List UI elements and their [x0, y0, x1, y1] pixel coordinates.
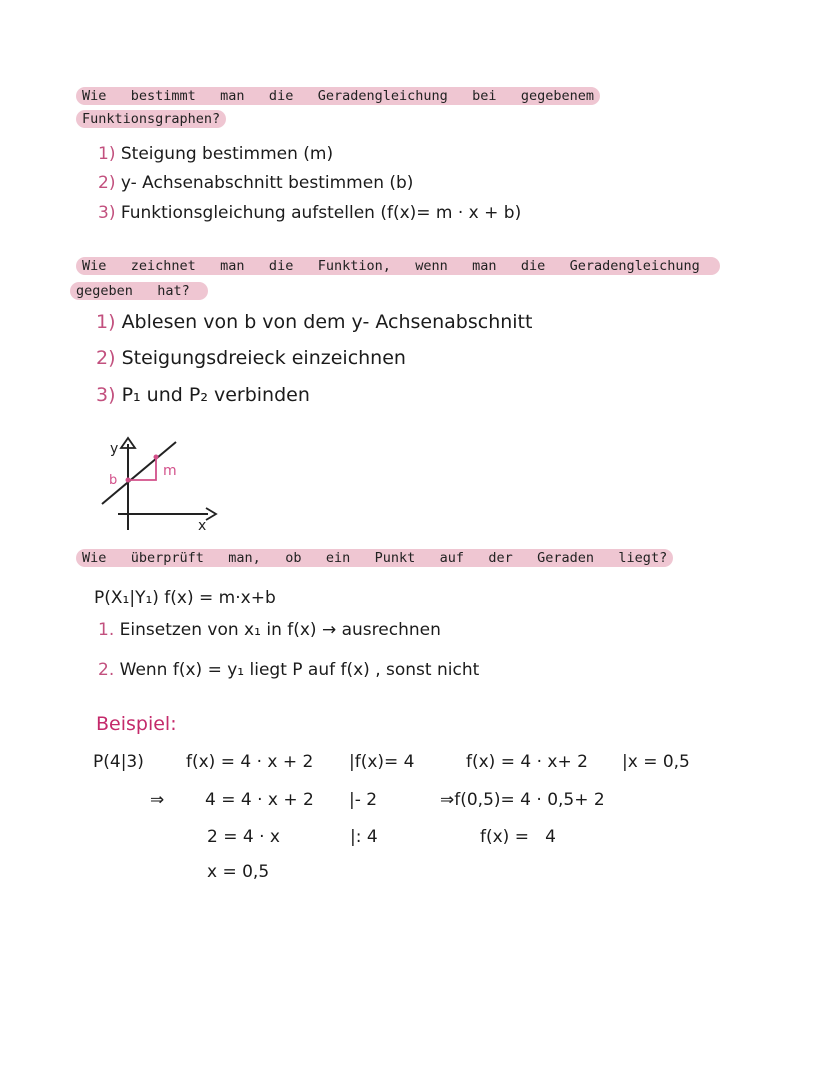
- x-axis-label: x: [198, 518, 207, 534]
- right-row2-equation: ⇒f(0,5)= 4 · 0,5+ 2: [440, 790, 605, 810]
- left-row3-equation: 2 = 4 · x: [207, 827, 280, 847]
- step-text: Funktionsgleichung aufstellen (f(x)= m · x + b): [120, 203, 522, 223]
- step-number: 1): [98, 144, 116, 164]
- step-number: 3): [96, 384, 116, 406]
- example-point: P(4|3): [93, 752, 144, 772]
- list-item: [98, 660, 479, 680]
- left-row2-equation: 4 = 4 · x + 2: [205, 790, 314, 810]
- step-text: y- Achsenabschnitt bestimmen (b): [120, 173, 414, 193]
- step-number: 3): [98, 203, 116, 223]
- left-row1-operation: |f(x)= 4: [349, 752, 415, 772]
- b-label: b: [109, 473, 118, 488]
- step-number: 1.: [98, 620, 115, 640]
- list-item: [98, 620, 441, 640]
- slope-triangle: [128, 457, 156, 480]
- step-number: 2): [98, 173, 116, 193]
- list-item: [96, 347, 406, 369]
- list-item: [96, 384, 310, 406]
- step-text: Einsetzen von x₁ in f(x) → ausrechnen: [119, 620, 441, 640]
- example-title: Beispiel:: [96, 713, 177, 735]
- list-item: [98, 144, 333, 164]
- list-item: [98, 203, 521, 223]
- y-intercept-point: [126, 478, 131, 483]
- second-point: [154, 455, 159, 460]
- step-text: Steigung bestimmen (m): [120, 144, 334, 164]
- step-number: 1): [96, 311, 116, 333]
- left-row2-operation: |- 2: [349, 790, 378, 810]
- right-row3-equation: f(x) = 4: [480, 827, 556, 847]
- point-formula: P(X₁|Y₁) f(x) = m·x+b: [94, 588, 276, 608]
- step-number: 2): [96, 347, 116, 369]
- step-text: P₁ und P₂ verbinden: [121, 384, 310, 406]
- question-1-line-2: Funktionsgraphen?: [76, 110, 226, 128]
- left-row3-operation: |: 4: [350, 827, 378, 847]
- line-graph-sketch: [90, 430, 240, 540]
- left-row1-equation: f(x) = 4 · x + 2: [186, 752, 314, 772]
- right-row1-operation: |x = 0,5: [622, 752, 690, 772]
- m-label: m: [163, 463, 177, 479]
- list-item: [98, 173, 413, 193]
- implies-arrow-icon: ⇒: [150, 790, 165, 810]
- right-row1-equation: f(x) = 4 · x+ 2: [466, 752, 588, 772]
- question-2-line-1: Wie zeichnet man die Funktion, wenn man die Geradengleichung: [76, 257, 720, 275]
- step-text: Steigungsdreieck einzeichnen: [121, 347, 406, 369]
- question-3: Wie überprüft man, ob ein Punkt auf der Geraden liegt?: [76, 549, 673, 567]
- list-item: [96, 311, 532, 333]
- question-2-line-2: gegeben hat?: [70, 282, 208, 300]
- y-axis-label: y: [110, 441, 119, 457]
- question-1-line-1: Wie bestimmt man die Geradengleichung bei gegebenem: [76, 87, 600, 105]
- left-row4-equation: x = 0,5: [207, 862, 270, 882]
- step-number: 2.: [98, 660, 115, 680]
- step-text: Wenn f(x) = y₁ liegt P auf f(x) , sonst nicht: [119, 660, 480, 680]
- step-text: Ablesen von b von dem y- Achsenabschnitt: [121, 311, 533, 333]
